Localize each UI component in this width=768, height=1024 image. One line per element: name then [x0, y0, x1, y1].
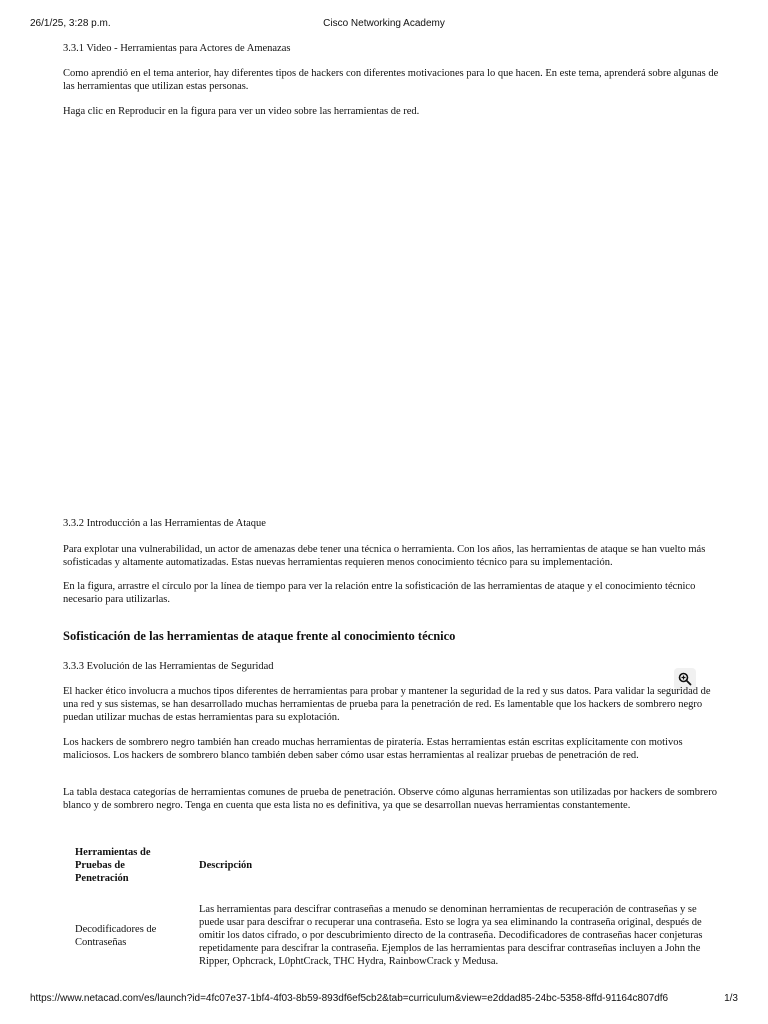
zoom-in-icon-glyph	[678, 672, 692, 686]
paragraph: Haga clic en Reproducir en la figura para ver un video sobre las herramientas de red.	[63, 106, 420, 117]
section-3-3-1-instruction	[63, 105, 723, 118]
section-3-3-3-para1	[63, 685, 723, 724]
section-title-3-3-2	[63, 517, 723, 530]
paragraph: El hacker ético involucra a muchos tipos diferentes de herramientas para probar y mantener la seguridad de la red y sus datos. Para validar la seguridad de una red y sus sistemas, se han desarrollado muchas herramientas de prueba para la penetración de red. Es lamentable que los hackers de sombrero negro puedan utilizar muchas de estas herramientas para su explotación.	[63, 686, 711, 723]
section-3-3-3-para3	[63, 786, 723, 812]
table-cell-tool: Decodificadores de Contraseñas	[75, 923, 157, 948]
paragraph: En la figura, arrastre el círculo por la línea de tiempo para ver la relación entre la sofisticación de las herramientas de ataque y el conocimiento técnico necesario para utilizarlas.	[63, 581, 696, 605]
paragraph: Los hackers de sombrero negro también han creado muchas herramientas de piratería. Estas herramientas están escritas explícitamente con motivos maliciosos. Los hackers de sombrero blanco también deben saber cómo usar estas herramientas al realizar pruebas de penetración de red.	[63, 737, 683, 761]
section-title: 3.3.2 Introducción a las Herramientas de Ataque	[63, 518, 266, 529]
table-row	[63, 893, 728, 978]
table-header-tools: Herramientas de Pruebas de Penetración	[75, 847, 151, 884]
print-footer-url: https://www.netacad.com/es/launch?id=4fc07e37-1bf4-4f03-8b59-893df6ef5cb2&tab=curriculum&view=e2ddad85-24bc-5358-8ffd-91164c807df6	[30, 993, 669, 1004]
section-title: 3.3.3 Evolución de las Herramientas de Seguridad	[63, 661, 274, 672]
section-3-3-1-intro	[63, 67, 723, 93]
print-title: Cisco Networking Academy	[323, 18, 445, 29]
table-header-description: Descripción	[199, 860, 253, 871]
pentest-tools-table	[63, 838, 728, 978]
table-header-row	[63, 838, 728, 893]
table-cell-description: Las herramientas para descifrar contraseñas a menudo se denominan herramientas de recuperación de contraseñas y se puede usar para descifrar o recuperar una contraseña. Esto se logra ya sea eliminando la contraseña original, después de omitir los datos cifrado, o por descubrimiento directo de la contraseña. Decodificadores de contraseñas hacer conjeturas repetidamente para descifrar la contraseña. Ejemplos de las herramientas para descifrar contraseñas incluyen a John the Ripper, Ophcrack, L0phtCrack, THC Hydra, RainbowCrack y Medusa.	[199, 904, 703, 967]
video-figure-area[interactable]	[63, 125, 723, 510]
section-3-3-2-intro	[63, 543, 723, 569]
section-3-3-2-instruction	[63, 580, 723, 606]
section-title-3-3-3	[63, 660, 723, 673]
print-date: 26/1/25, 3:28 p.m.	[30, 18, 111, 29]
section-title: 3.3.1 Video - Herramientas para Actores de Amenazas	[63, 43, 291, 54]
section-3-3-3-para2	[63, 736, 723, 762]
print-page-number: 1/3	[724, 993, 738, 1004]
paragraph: La tabla destaca categorías de herramientas comunes de prueba de penetración. Observe cómo algunas herramientas son utilizadas por hackers de sombrero blanco y de sombrero negro. Tenga en cuenta que esta lista no es definitiva, ya que se desarrollan nuevas herramientas constantemente.	[63, 787, 717, 811]
section-title-3-3-1	[63, 42, 723, 55]
paragraph: Como aprendió en el tema anterior, hay diferentes tipos de hackers con diferentes motivaciones para lo que hacen. En este tema, aprenderá sobre algunas de las herramientas que utilizan estas personas.	[63, 68, 719, 92]
figure-heading: Sofisticación de las herramientas de ataque frente al conocimiento técnico	[63, 629, 456, 643]
paragraph: Para explotar una vulnerabilidad, un actor de amenazas debe tener una técnica o herramienta. Con los años, las herramientas de ataque se han vuelto más sofisticadas y altamente automatizadas. Estas nuevas herramientas requieren menos conocimiento técnico para su implementación.	[63, 544, 706, 568]
